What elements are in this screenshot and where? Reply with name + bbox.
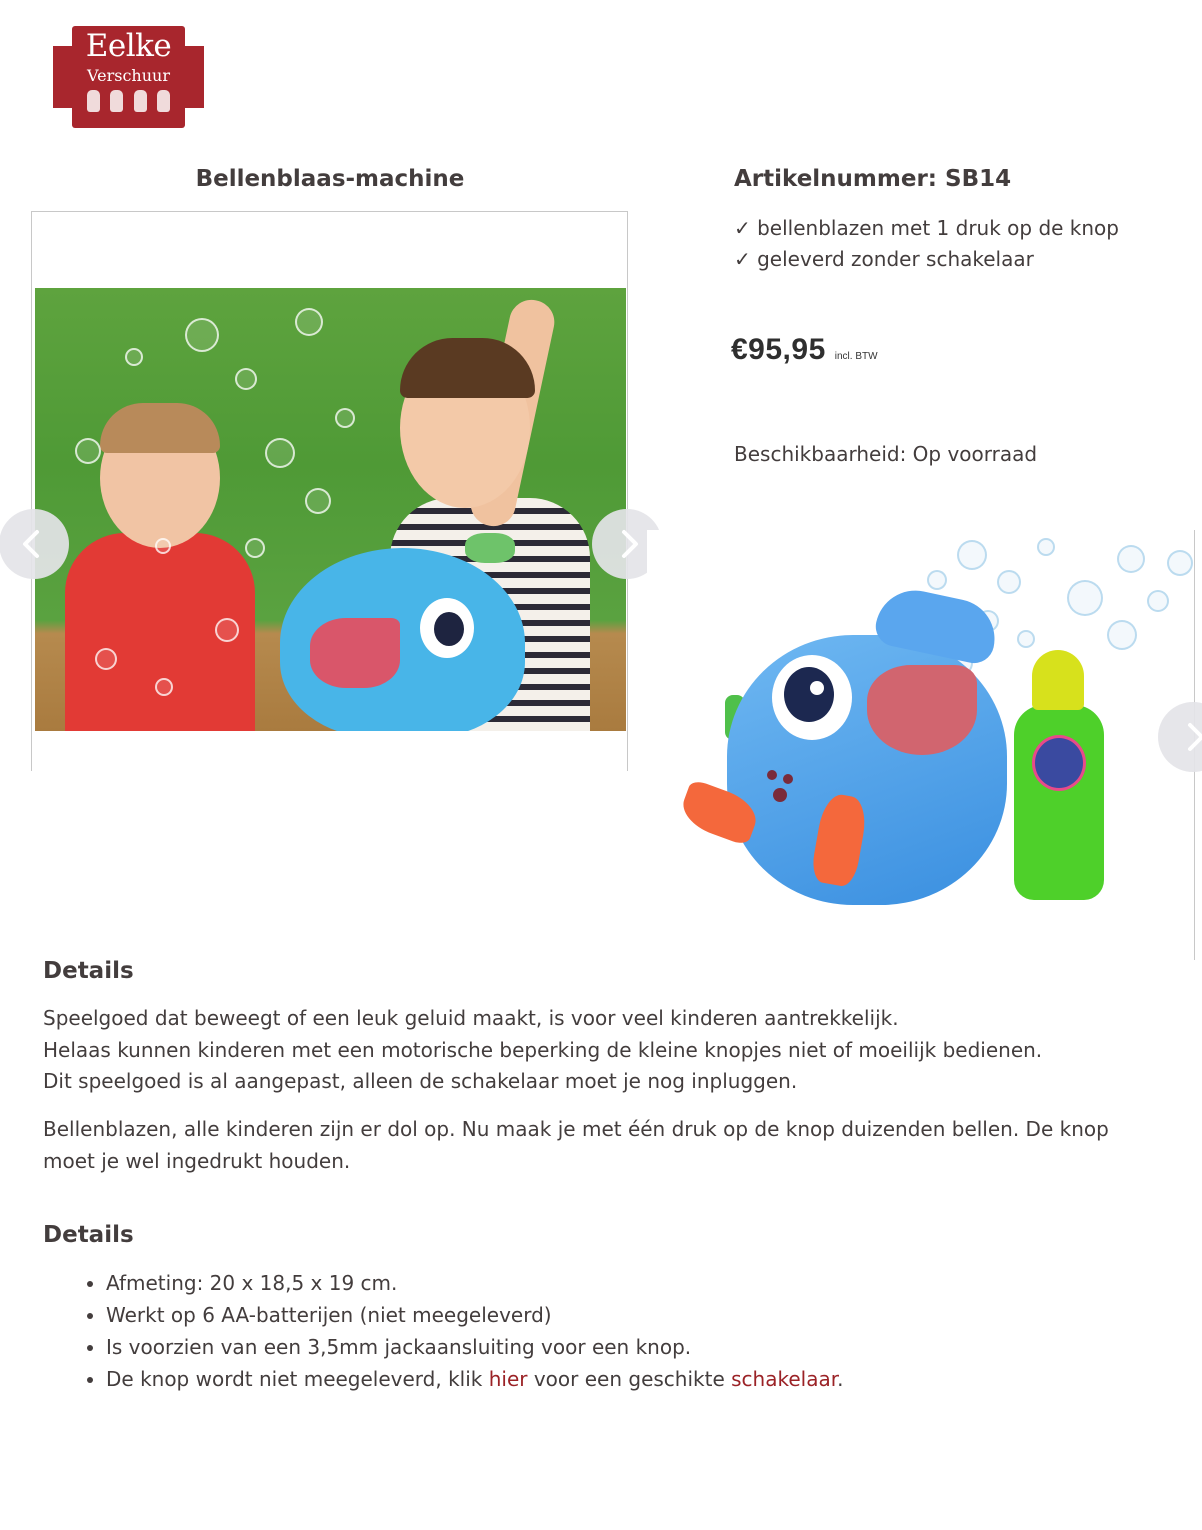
gallery-next-button-secondary[interactable]	[1158, 702, 1202, 772]
spec-text: .	[837, 1367, 844, 1391]
image-gallery[interactable]	[31, 211, 628, 771]
availability-label: Beschikbaarheid:	[734, 442, 907, 466]
feature-item: ✓ geleverd zonder schakelaar	[734, 247, 1034, 271]
dolphin-toy	[707, 595, 1007, 905]
gallery-prev-button[interactable]	[0, 509, 69, 579]
spec-list	[106, 1267, 843, 1395]
details-heading: Details	[43, 958, 134, 984]
spec-item: Is voorzien van een 3,5mm jackaansluiting voor een knop.	[106, 1331, 843, 1363]
hand-icon	[134, 90, 147, 112]
description-paragraph	[43, 1003, 1153, 1098]
product-title: Bellenblaas-machine	[195, 166, 465, 192]
article-number: Artikelnummer: SB14	[734, 166, 1012, 192]
availability	[734, 442, 1037, 466]
spec-text: voor een geschikte	[527, 1367, 732, 1391]
price: €95,95	[731, 333, 826, 366]
product-photo-dolphin[interactable]	[647, 530, 1195, 910]
availability-value: Op voorraad	[912, 442, 1038, 466]
description-line: Speelgoed dat beweegt of een leuk geluid maakt, is voor veel kinderen aantrekkelijk.	[43, 1006, 899, 1030]
price-block	[731, 333, 878, 367]
feature-item: ✓ bellenblazen met 1 druk op de knop	[734, 216, 1119, 240]
hand-icon	[157, 90, 170, 112]
logo-name-line2: Verschuur	[87, 66, 170, 85]
bubble-solution-bottle	[1014, 650, 1104, 900]
feature-list	[734, 213, 1119, 275]
switch-link[interactable]: schakelaar	[731, 1367, 838, 1391]
logo-box	[72, 26, 185, 128]
price-vat-note: incl. BTW	[834, 351, 878, 362]
spec-item: Werkt op 6 AA-batterijen (niet meegeleverd)	[106, 1299, 843, 1331]
chevron-left-icon	[0, 509, 69, 579]
description-line: Dit speelgoed is al aangepast, alleen de schakelaar moet je nog inpluggen.	[43, 1069, 798, 1093]
spec-item	[106, 1363, 843, 1395]
dolphin-toy	[280, 548, 525, 731]
here-link[interactable]: hier	[488, 1367, 528, 1391]
description-line: Helaas kunnen kinderen met een motorische beperking de kleine knopjes niet of moeilijk bedienen.	[43, 1037, 1043, 1062]
logo-name-line1: Eelke	[85, 28, 172, 64]
sign-language-hands-icon	[82, 90, 175, 112]
hand-icon	[87, 90, 100, 112]
description-paragraph: Bellenblazen, alle kinderen zijn er dol op. Nu maak je met één druk op de knop duizenden bellen. De knop moet je wel ingedrukt houden.	[43, 1117, 1109, 1173]
brand-logo[interactable]	[53, 26, 204, 128]
hand-icon	[110, 90, 123, 112]
chevron-right-icon	[1158, 702, 1202, 772]
spec-text: De knop wordt niet meegeleverd, klik	[106, 1367, 489, 1391]
product-photo-kids[interactable]	[35, 288, 626, 731]
spec-item: Afmeting: 20 x 18,5 x 19 cm.	[106, 1267, 843, 1299]
specs-heading: Details	[43, 1222, 134, 1248]
